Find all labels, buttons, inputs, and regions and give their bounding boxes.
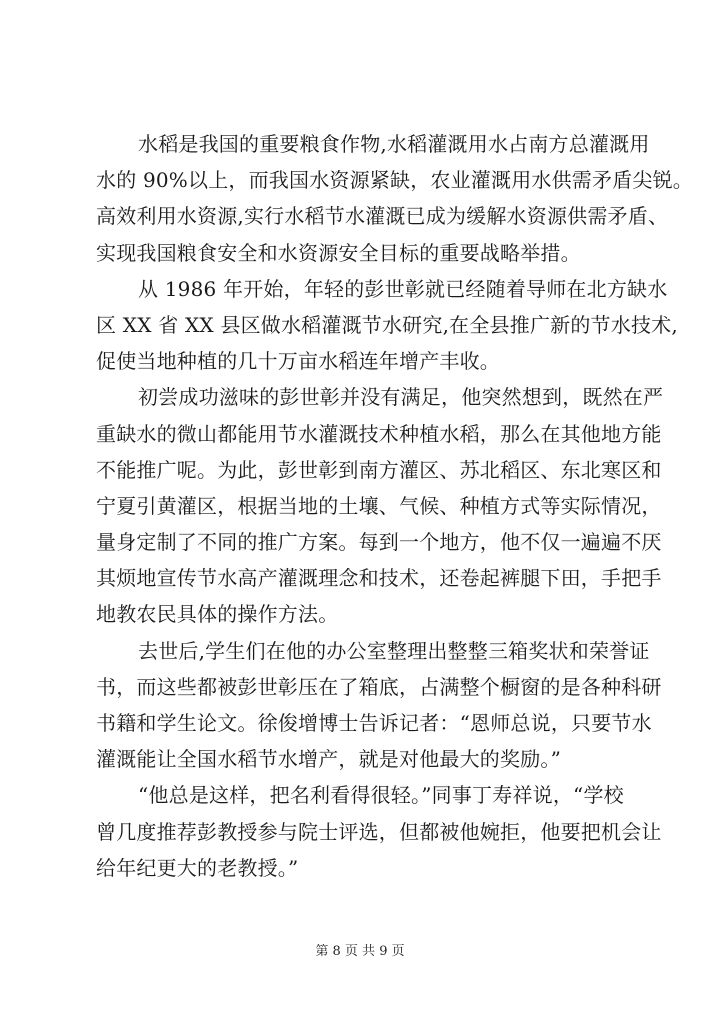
paragraph-3: [96, 379, 664, 632]
text-line: 去世后,学生们在他的办公室整理出整整三箱奖状和荣誉证: [138, 638, 650, 663]
text-line: 高效利用水资源,实行水稻节水灌溉已成为缓解水资源供需矛盾、: [96, 204, 669, 229]
text-line: 灌溉能让全国水稻节水增产，就是对他最大的奖励。”: [96, 747, 562, 772]
text-line: 不能推广呢。为此，彭世彰到南方灌区、苏北稻区、东北寒区和: [96, 457, 662, 482]
text-line: 水稻是我国的重要粮食作物,水稻灌溉用水占南方总灌溉用: [138, 132, 650, 156]
page-number: 第 8 页 共 9 页: [315, 944, 405, 959]
body-text: [96, 126, 694, 886]
text-line: 宁夏引黄灌区，根据当地的土壤、气候、种植方式等实际情况，: [96, 493, 662, 518]
text-line: 给年纪更大的老教授。”: [96, 855, 299, 880]
text-line: 量身定制了不同的推广方案。每到一个地方，他不仅一遍遍不厌: [96, 530, 662, 555]
text-line: 书籍和学生论文。徐俊增博士告诉记者：“恩师总说，只要节水: [96, 711, 652, 735]
text-line: “他总是这样，把名利看得很轻。”同事丁寿祥说，“学校: [138, 783, 624, 808]
text-line: 实现我国粮食安全和水资源安全目标的重要战略举措。: [96, 240, 581, 265]
text-line: 其烦地宣传节水高产灌溉理念和技术，还卷起裤腿下田，手把手: [96, 566, 662, 591]
text-line: 初尝成功滋味的彭世彰并没有满足，他突然想到，既然在严: [138, 385, 664, 410]
text-line: 书，而这些都被彭世彰压在了箱底，占满整个橱窗的是各种科研: [96, 674, 662, 699]
paragraph-1: [96, 126, 694, 271]
text-line: 促使当地种植的几十万亩水稻连年增产丰收。: [96, 349, 500, 374]
text-line: 区 XX 省 XX 县区做水稻灌溉节水研究,在全县推广新的节水技术,: [96, 312, 678, 337]
paragraph-4: [96, 633, 662, 778]
text-line: 地教农民具体的操作方法。: [96, 602, 339, 627]
text-line: 从 1986 年开始，年轻的彭世彰就已经随着导师在北方缺水: [138, 276, 668, 301]
text-line: 水的 90%以上，而我国水资源紧缺，农业灌溉用水供需矛盾尖锐。: [96, 168, 694, 193]
page-footer: [0, 940, 720, 959]
text-line: 重缺水的微山都能用节水灌溉技术种植水稻，那么在其他地方能: [96, 421, 662, 446]
paragraph-2: [96, 271, 678, 380]
text-line: 曾几度推荐彭教授参与院士评选，但都被他婉拒，他要把机会让: [96, 819, 662, 844]
paragraph-5: [96, 777, 662, 886]
